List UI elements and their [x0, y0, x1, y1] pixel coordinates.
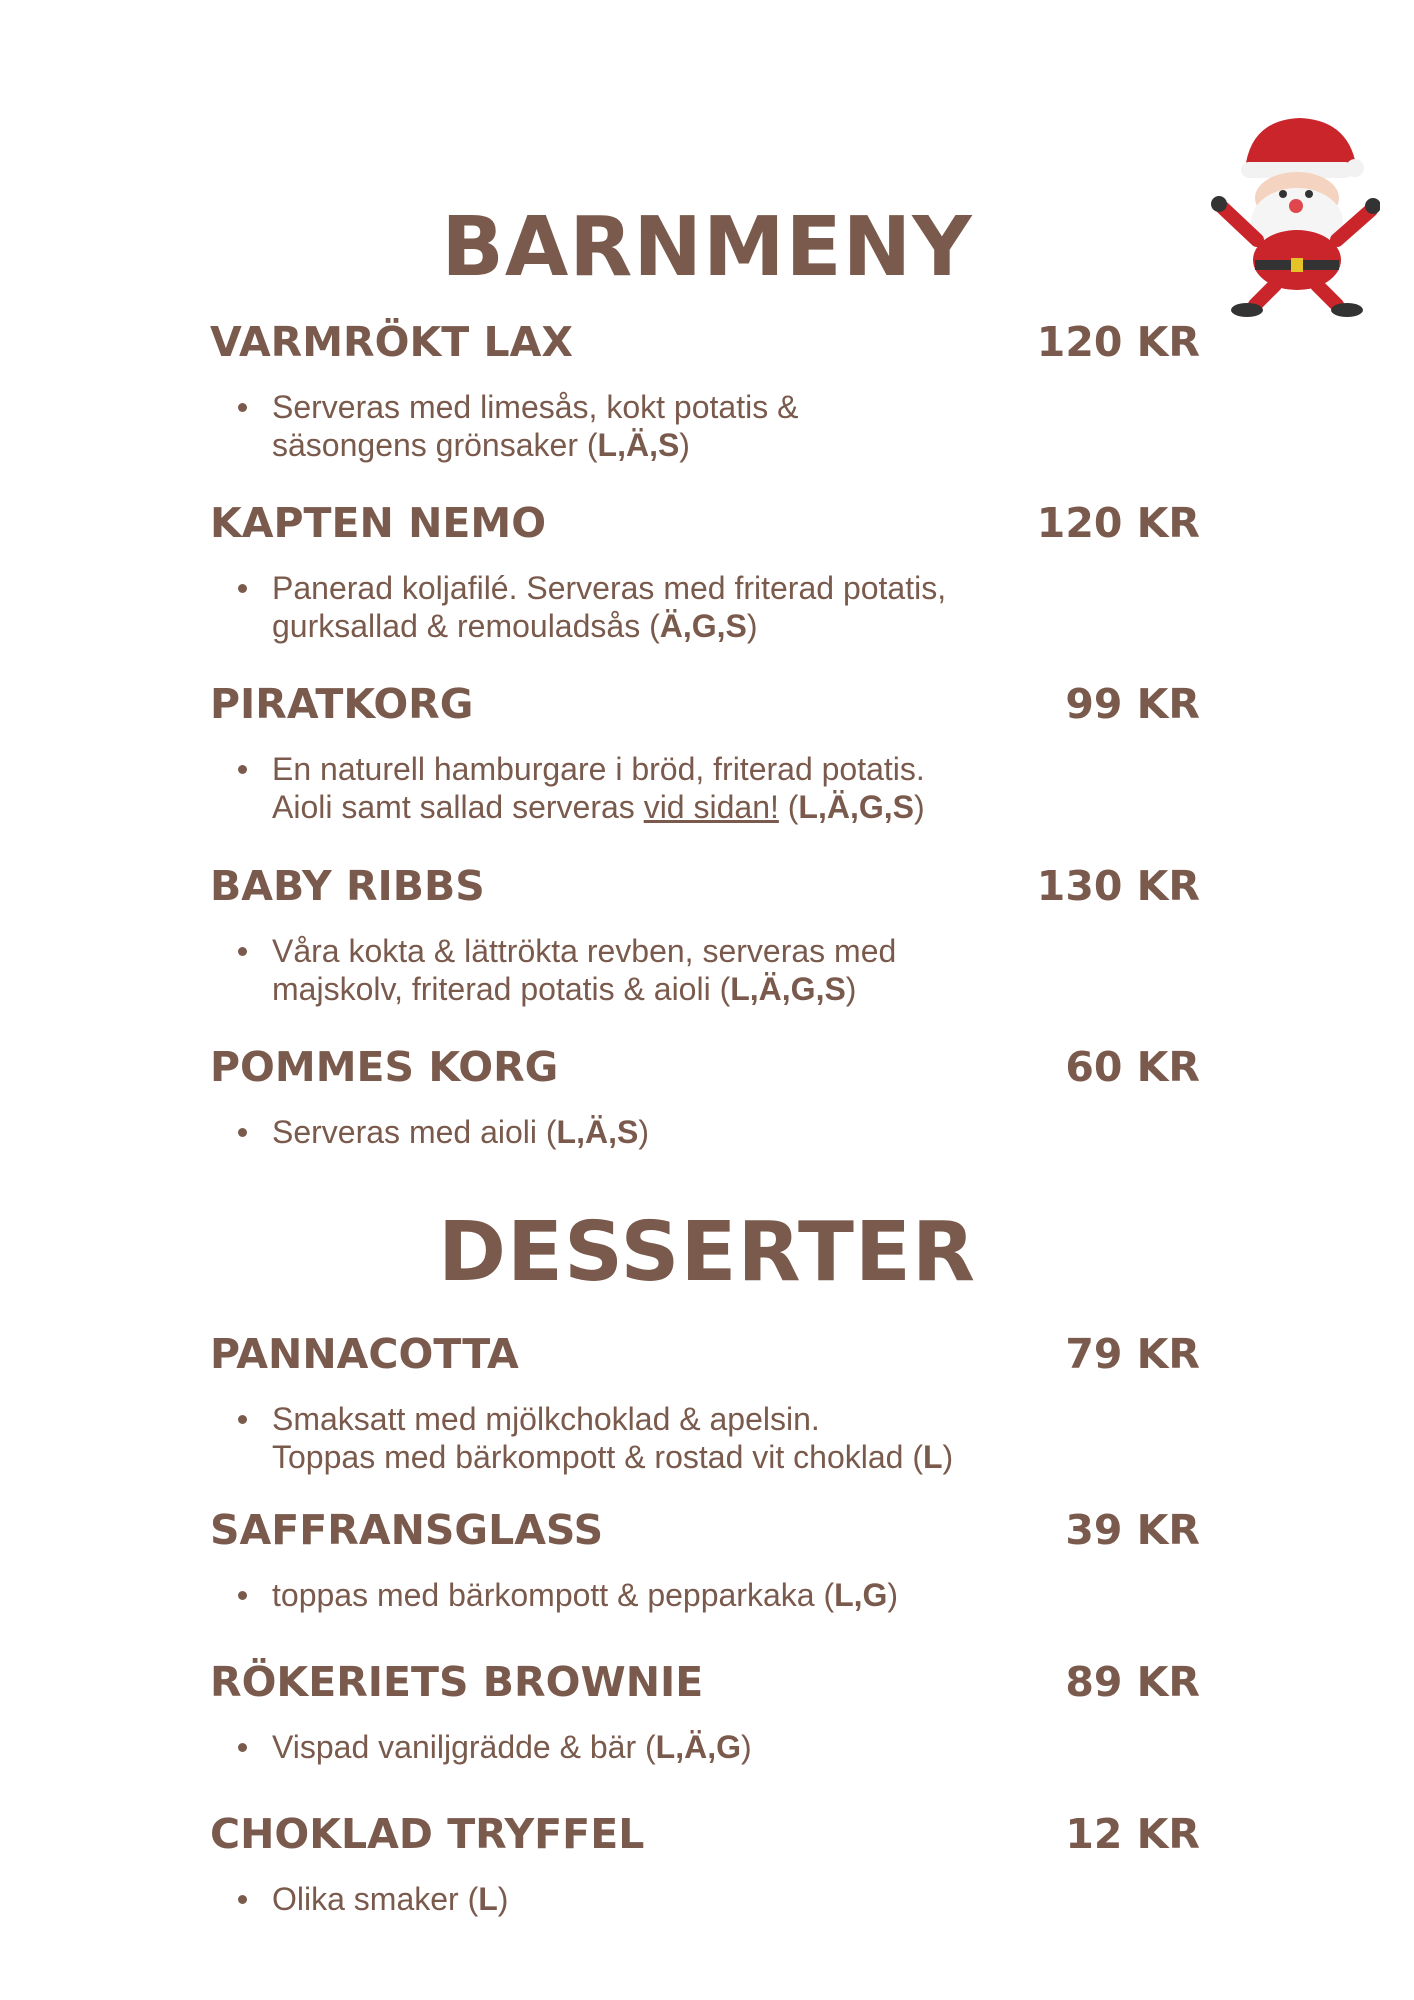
item-description	[210, 1113, 1092, 1151]
underlined-note: vid sidan!	[643, 789, 779, 825]
menu-item	[210, 862, 1200, 1008]
item-name: POMMES KORG	[210, 1043, 559, 1091]
allergen-codes: (L,G)	[823, 1577, 899, 1613]
section-title-desserter: DESSERTER	[437, 1205, 977, 1300]
item-price: 60 KR	[1065, 1043, 1200, 1091]
allergen-codes: (L)	[467, 1881, 509, 1917]
description-line: majskolv, friterad potatis & aioli	[272, 971, 711, 1007]
allergen-codes: (Ä,G,S)	[649, 608, 758, 644]
menu-item	[210, 1506, 1200, 1614]
item-description	[210, 1880, 1092, 1918]
description-line: gurksallad & remouladsås	[272, 608, 641, 644]
description-line: toppas med bärkompott & pepparkaka	[272, 1577, 815, 1613]
item-price: 12 KR	[1065, 1810, 1200, 1858]
allergen-codes: (L,Ä,S)	[545, 1114, 649, 1150]
item-name: BABY RIBBS	[210, 862, 485, 910]
description-line: Serveras med aioli	[272, 1114, 537, 1150]
allergen-codes: (L,Ä,G,S)	[787, 789, 925, 825]
description-line: Vispad vaniljgrädde & bär	[272, 1729, 637, 1765]
item-price: 120 KR	[1036, 318, 1200, 366]
item-name: KAPTEN NEMO	[210, 499, 547, 547]
menu-item	[210, 680, 1200, 826]
item-name: PIRATKORG	[210, 680, 474, 728]
description-line: Serveras med limesås, kokt potatis &	[272, 389, 799, 425]
allergen-codes: (L,Ä,G)	[644, 1729, 752, 1765]
description-line: säsongens grönsaker	[272, 427, 578, 463]
allergen-codes: (L,Ä,S)	[586, 427, 690, 463]
description-line: Aioli samt sallad serveras	[272, 789, 635, 825]
description-line: Toppas med bärkompott & rostad vit choklad	[272, 1439, 904, 1475]
allergen-codes: (L)	[912, 1439, 954, 1475]
item-description	[210, 1576, 1092, 1614]
menu-item	[210, 1330, 1200, 1476]
menu-item	[210, 1810, 1200, 1918]
menu-item	[210, 1043, 1200, 1151]
item-description	[210, 569, 1092, 645]
item-price: 89 KR	[1065, 1658, 1200, 1706]
item-price: 39 KR	[1065, 1506, 1200, 1554]
allergen-codes: (L,Ä,G,S)	[719, 971, 857, 1007]
description-line: Olika smaker	[272, 1881, 459, 1917]
item-name: PANNACOTTA	[210, 1330, 519, 1378]
item-name: SAFFRANSGLASS	[210, 1506, 604, 1554]
description-line: Panerad koljafilé. Serveras med friterad potatis,	[272, 570, 947, 606]
menu-item	[210, 318, 1200, 464]
item-price: 99 KR	[1065, 680, 1200, 728]
item-price: 120 KR	[1036, 499, 1200, 547]
item-price: 79 KR	[1065, 1330, 1200, 1378]
menu-item	[210, 499, 1200, 645]
item-description	[210, 1400, 1092, 1476]
item-description	[210, 388, 1092, 464]
description-line: Smaksatt med mjölkchoklad & apelsin.	[272, 1401, 820, 1437]
item-description	[210, 750, 1092, 826]
description-line: En naturell hamburgare i bröd, friterad potatis.	[272, 751, 925, 787]
section-title-barnmeny: BARNMENY	[441, 200, 973, 295]
item-price: 130 KR	[1036, 862, 1200, 910]
item-description	[210, 1728, 1092, 1766]
item-name: RÖKERIETS BROWNIE	[210, 1658, 704, 1706]
item-name: VARMRÖKT LAX	[210, 318, 573, 366]
item-description	[210, 932, 1092, 1008]
menu-item	[210, 1658, 1200, 1766]
description-line: Våra kokta & lättrökta revben, serveras med	[272, 933, 897, 969]
item-name: CHOKLAD TRYFFEL	[210, 1810, 645, 1858]
